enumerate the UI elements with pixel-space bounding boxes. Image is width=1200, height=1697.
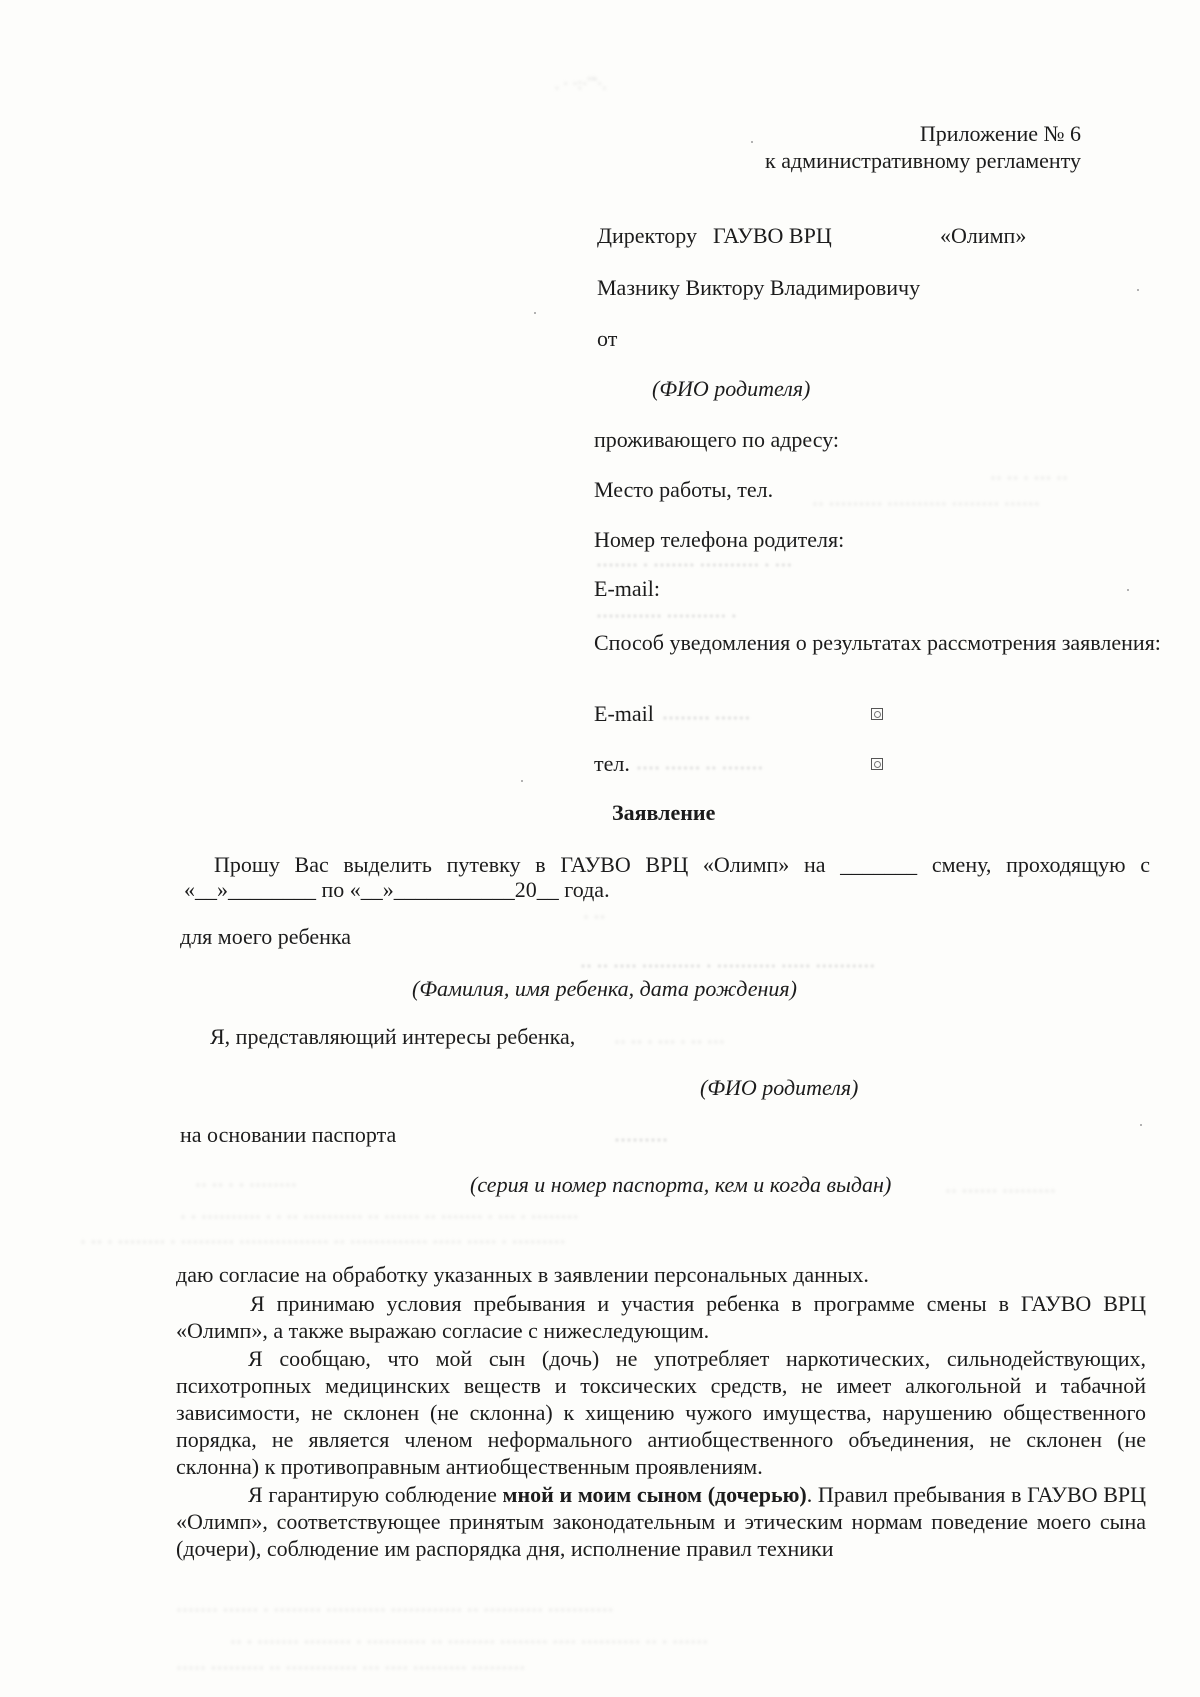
work-label: Место работы, тел. [594,477,774,502]
scan-noise-2: · ·· [583,907,606,927]
child-label: для моего ребенка [180,924,352,949]
notify-tel-checkbox[interactable] [871,758,883,770]
redacted-passport-2: ·· ·· · · ········ [195,1175,297,1195]
redacted-notify-tel: ···· ······ ·· ······· [636,758,764,778]
passport-label: на основании паспорта [180,1122,397,1147]
scan-speck [1140,1124,1142,1126]
scan-speck [751,141,753,143]
faded-line-3: ····· ········· ·· ············ ··· ···· ········· ········· [176,1658,526,1678]
redacted-representative: ·· ·· · ··· · ·· ··· [614,1032,725,1052]
appendix-number: Приложение № 6 [919,121,1081,146]
notify-email-checkbox[interactable] [871,708,883,720]
consent-text: даю согласие на обработку указанных в заявлении персональных данных. [176,1262,869,1287]
paragraph-guarantee [176,1481,1146,1562]
redacted-email: ··········· ·········· · [596,606,737,626]
scan-speck [534,312,536,314]
faded-line-1: ······· ······ · ········ ·········· ············ ·· ·········· ··········· [176,1600,614,1620]
notify-label: Способ уведомления о результатах рассмотрения заявления: [594,630,1161,655]
request-line-1: Прошу Вас выделить путевку в ГАУВО ВРЦ «Олимп» на _______ смену, проходящую с [214,852,1150,877]
redacted-notify-email: ········ ······ [662,708,751,728]
guarantee-text-bold: мной и моим сыном (дочерью) [502,1482,807,1507]
statement-title: Заявление [612,800,716,825]
appendix-reference: к административному регламенту [765,148,1081,173]
addressee-name: Мазнику Виктору Владимировичу [597,275,921,300]
redacted-passport-3: ·· ······ ········· [945,1181,1056,1201]
guarantee-text-b: . Правил пребывания в ГАУВО ВРЦ «Олимп», соответствующее принятым законодательным и этическим нормам поведение моего сына (дочери), соблюдение им распорядка дня, исполнение правил техники [176,1482,1146,1561]
addressee-org-name: «Олимп» [940,223,1027,248]
scan-speck [521,780,523,782]
paragraph-accept: Я принимаю условия пребывания и участия ребенка в программе смены в ГАУВО ВРЦ «Олимп», а также выражаю согласие с нижеследующим. [176,1291,1146,1343]
redacted-work-2: ·· ········· ·········· ········ ······ [812,494,1040,514]
from-label: от [597,326,618,351]
scan-speck [1127,589,1129,591]
redacted-passport-5: · ·· · ········ · ········· ··············· ·· ············· ····· ····· · ········· [80,1232,566,1252]
notify-tel-label: тел. [594,751,630,776]
request-line-2: «__»________ по «__»___________20__ года. [184,877,610,902]
notify-email-label: E-mail [594,701,654,726]
addressee-director: Директору [597,223,697,248]
representative-label: Я, представляющий интересы ребенка, [210,1024,576,1049]
guarantee-text-a: Я гарантирую соблюдение [248,1482,503,1507]
parent-fio-caption: (ФИО родителя) [652,376,811,401]
scan-noise: . · ·:·‵‶·. [555,76,607,93]
redacted-passport: ········· [614,1130,668,1150]
redacted-work-1: ·· ·· · ··· ·· [990,468,1068,488]
representative-caption: (ФИО родителя) [700,1075,859,1100]
paragraph-inform: Я сообщаю, что мой сын (дочь) не употребляет наркотических, сильнодействующих, психотропных медицинских веществ и токсических средств, не имеет алкогольной и табачной зависимости, не склонен (не склонна) к хищению чужого имущества, нарушению общественного порядка, не является членом неформального антиобщественного объединения, не склонен (не склонна) к противоправным антиобщественным проявлениям. [176,1346,1146,1479]
passport-caption: (серия и номер паспорта, кем и когда выдан) [470,1172,892,1197]
addressee-org: ГАУВО ВРЦ [713,223,832,248]
child-caption: (Фамилия, имя ребенка, дата рождения) [412,976,797,1001]
redacted-passport-4: · · ·········· · · ·· ·········· ·· ······ ·· ······· · ··· · ········ [180,1207,579,1227]
faded-line-2: ·· · ······· ········ · ·········· ·· ········ ········ ···· ·········· ·· · ······ [230,1632,709,1652]
address-label: проживающего по адресу: [594,427,840,452]
scan-speck [1137,289,1139,291]
redacted-phone: ······· · ······· ·········· · ··· [596,555,793,575]
redacted-child: ·· ·· ···· ·········· · ·········· ····· ·········· [580,956,876,976]
email-label: E-mail: [594,576,660,601]
phone-label: Номер телефона родителя: [594,527,845,552]
